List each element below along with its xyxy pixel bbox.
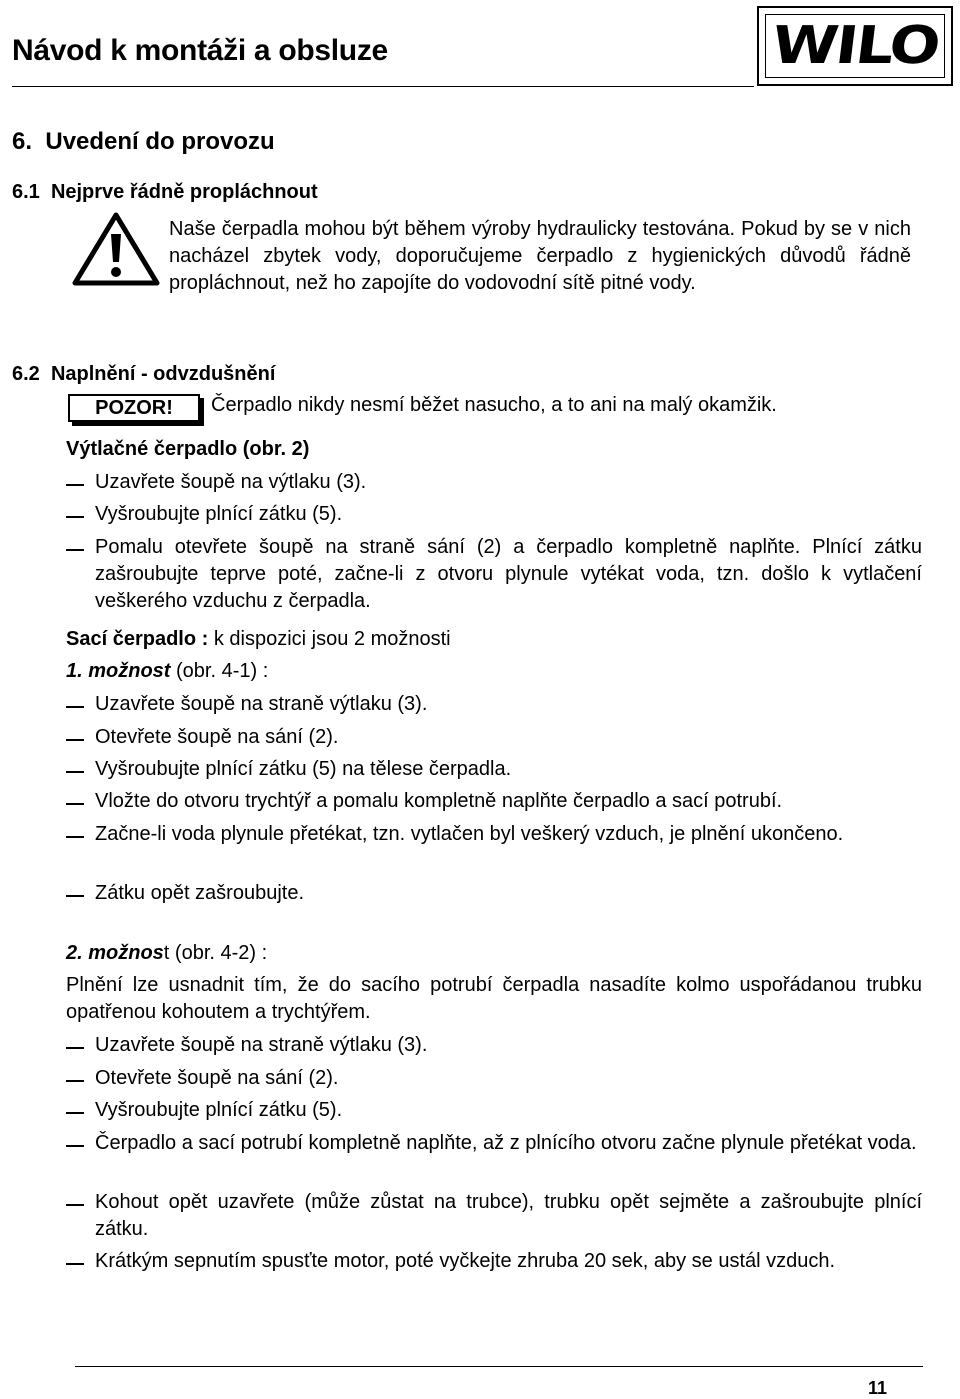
saci-heading	[66, 626, 451, 653]
list-item: Vyšroubujte plnící zátku (5) na tělese čerpadla.	[95, 758, 512, 780]
option-1-rest: (obr. 4-1) :	[170, 660, 269, 682]
list-item: Otevřete šoupě na sání (2).	[95, 726, 339, 748]
saci-title-rest: k dispozici jsou 2 možnosti	[208, 628, 451, 650]
warning-text: Naše čerpadla mohou být během výroby hydraulicky testována. Pokud by se v nich nacházel zbytek vody, doporučujeme čerpadlo z hygienických důvodů řádně propláchnout, než ho zapojíte do vodovodní sítě pitné vody.	[169, 218, 911, 294]
list-item: Začne-li voda plynule přetékat, tzn. vytlačen byl veškerý vzduch, je plnění ukončeno.	[95, 823, 844, 845]
subsection-6-1-heading	[12, 181, 318, 204]
option-2-rest: t (obr. 4-2) :	[163, 942, 268, 964]
wilo-logo	[757, 6, 953, 86]
section-heading	[12, 128, 275, 156]
list-item: Zátku opět zašroubujte.	[95, 882, 305, 904]
saci-title: Sací čerpadlo :	[66, 628, 209, 650]
list-item: Krátkým sepnutím spusťte motor, poté vyčkejte zhruba 20 sek, aby se ustál vzduch.	[95, 1250, 836, 1272]
subsection-title: Naplnění - odvzdušnění	[50, 363, 276, 385]
footer-divider	[75, 1366, 923, 1367]
bullet-dash	[66, 895, 84, 897]
subsection-title: Nejprve řádně propláchnout	[50, 181, 318, 203]
list-item: Vyšroubujte plnící zátku (5).	[95, 1099, 343, 1121]
section-number: 6.	[12, 128, 33, 155]
warning-icon	[72, 212, 160, 286]
bullet-dash	[66, 739, 84, 741]
bullet-dash	[66, 484, 84, 486]
option-2-heading	[66, 940, 267, 967]
list-item: Otevřete šoupě na sání (2).	[95, 1067, 339, 1089]
header-divider	[12, 86, 754, 87]
section-title: Uvedení do provozu	[45, 128, 275, 155]
bullet-dash	[66, 1047, 84, 1049]
bullet-dash	[66, 836, 84, 838]
subsection-number: 6.1	[12, 181, 40, 203]
list-item: Uzavřete šoupě na výtlaku (3).	[95, 471, 367, 493]
list-item: Uzavřete šoupě na straně výtlaku (3).	[95, 1034, 428, 1056]
subsection-6-2-heading	[12, 363, 275, 386]
option-1-heading	[66, 658, 268, 685]
list-item: Vložte do otvoru trychtýř a pomalu kompletně naplňte čerpadlo a sací potrubí.	[95, 790, 783, 812]
bullet-dash	[66, 1263, 84, 1265]
bullet-dash	[66, 771, 84, 773]
list-item: Vyšroubujte plnící zátku (5).	[95, 503, 343, 525]
bullet-dash	[66, 1112, 84, 1114]
list-item: Uzavřete šoupě na straně výtlaku (3).	[95, 693, 428, 715]
logo-wordmark: WILO	[768, 16, 942, 76]
vytlacne-heading: Výtlačné čerpadlo (obr. 2)	[66, 438, 310, 460]
option-1-label: 1. možnost	[66, 660, 171, 682]
option-2-label: 2. možnos	[66, 942, 164, 964]
option-2-intro: Plnění lze usnadnit tím, že do sacího potrubí čerpadla nasadíte kolmo uspořádanou trubku opatřenou kohoutem a trychtýřem.	[66, 974, 922, 1023]
pozor-label: POZOR!	[68, 394, 200, 422]
bullet-dash	[66, 516, 84, 518]
bullet-dash	[66, 1145, 84, 1147]
list-item: Kohout opět uzavřete (může zůstat na trubce), trubku opět sejměte a zašroubujte plnící zátku.	[95, 1191, 922, 1240]
list-item: Čerpadlo a sací potrubí kompletně naplňte, až z plnícího otvoru začne plynule přetékat voda.	[95, 1132, 917, 1154]
bullet-dash	[66, 1080, 84, 1082]
bullet-dash	[66, 1204, 84, 1206]
subsection-number: 6.2	[12, 363, 40, 385]
bullet-dash	[66, 706, 84, 708]
pozor-text: Čerpadlo nikdy nesmí běžet nasucho, a to ani na malý okamžik.	[211, 394, 777, 416]
list-item: Pomalu otevřete šoupě na straně sání (2) a čerpadlo kompletně naplňte. Plnící zátku zašroubujte teprve poté, začne-li z otvoru plynule vytékat voda, tzn. došlo k vytlačení veškerého vzduchu z čerpadla.	[95, 536, 922, 612]
bullet-dash	[66, 549, 84, 551]
page-number: 11	[868, 1378, 888, 1398]
bullet-dash	[66, 803, 84, 805]
document-title: Návod k montáži a obsluze	[12, 34, 388, 67]
logo-frame	[765, 14, 945, 78]
